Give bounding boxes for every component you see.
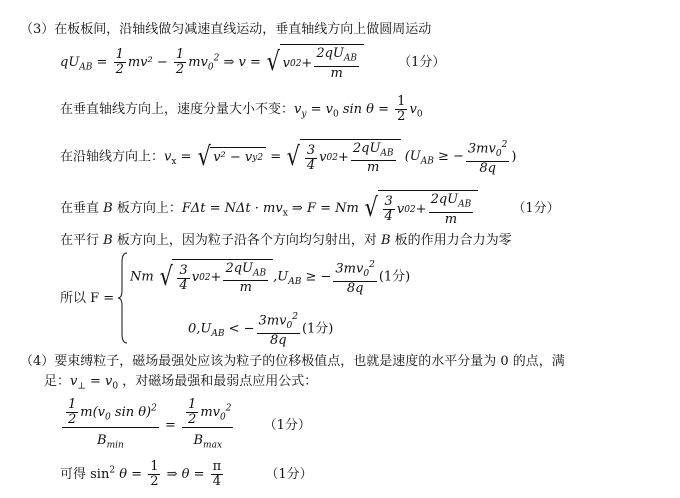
energy-equation: $qU_{AB}$ = $\frac{1}{2}$ mv² − $\frac{1}{2}$ $mv_0^2$ ⇒ v = √ v 0 2 + $\frac{2qU_{AB}}{m}$ （1分）: [60, 46, 446, 81]
piecewise-row-2: $0,U_{AB}$ < − $\frac{3mv_0^2}{8q}$ (1分): [188, 312, 334, 348]
brace-symbol: [118, 252, 128, 344]
parallel-force-line: 在平行 B 板方向上，因为粒子沿各个方向均匀射出，对 B 板的作用力合力为零: [60, 233, 512, 248]
score-mark: （1分）: [263, 417, 311, 433]
section-4-condition: 足：$v_\perp = v_0$ ，对磁场最强和最弱点应用公式：: [44, 374, 318, 392]
piecewise-label: 所以 F =: [60, 291, 115, 306]
magnetic-field-equation: $\frac{1}{2}$ $m(v_0$ sin θ)$^2$ $B_{min}$ = $\frac{1}{2}$ $mv_0^2$ $B_{max}$ （1分）: [60, 398, 311, 453]
section-3-heading: （3）在板板间，沿轴线做匀减速直线运动，垂直轴线方向上做圆周运动: [20, 22, 432, 37]
square-root: √ v 0 2 + $\frac{2qU_{AB}}{m}$: [265, 44, 364, 81]
score-mark: （1分）: [512, 200, 560, 216]
fraction-half: $\frac{1}{2}$: [115, 46, 124, 77]
score-mark: (1分): [301, 321, 334, 337]
piecewise-row-1: Nm √ $\frac{3}{4}$ v 0 2 + $\frac{2qU_{AB}}{m}$ $,U_{AB}$ ≥ − $\frac{3mv_0^2}{8q}$ (1分): [130, 260, 411, 296]
axial-velocity-line: 在沿轴线方向上：$v_x$ = √ v² − v y 2 = √ $\frac{3}{4}$ v 0 2 + $\frac{2qU_{AB}}{m}$ ($U_{AB}$ ≥ − $\frac{3mv_0^2}{8q}$ ): [60, 140, 517, 176]
score-mark: （1分）: [398, 54, 446, 70]
score-mark: (1分): [378, 269, 411, 285]
perpendicular-velocity-line: 在垂直轴线方向上，速度分量大小不变：$v_y = v_0$ sin θ = $\frac{1}{2}$ $v_0$: [60, 94, 423, 124]
final-result-line: 可得 $\sin^2 \theta$ = $\frac{1}{2}$ ⇒ θ = $\frac{\pi}{4}$ （1分）: [60, 459, 313, 489]
score-mark: （1分）: [265, 467, 313, 482]
force-equation-line: 在垂直 B 板方向上：$F\Delta t = N\Delta t \cdot mv_x$ ⇒ F = Nm √ $\frac{3}{4}$ v 0 2 + $\frac{2qU_{AB}}{m}$ （1分）: [60, 192, 560, 227]
section-4-heading: （4）要束缚粒子，磁场最强处应该为粒子的位移极值点，也就是速度的水平分量为 0 的点，满: [20, 354, 565, 369]
